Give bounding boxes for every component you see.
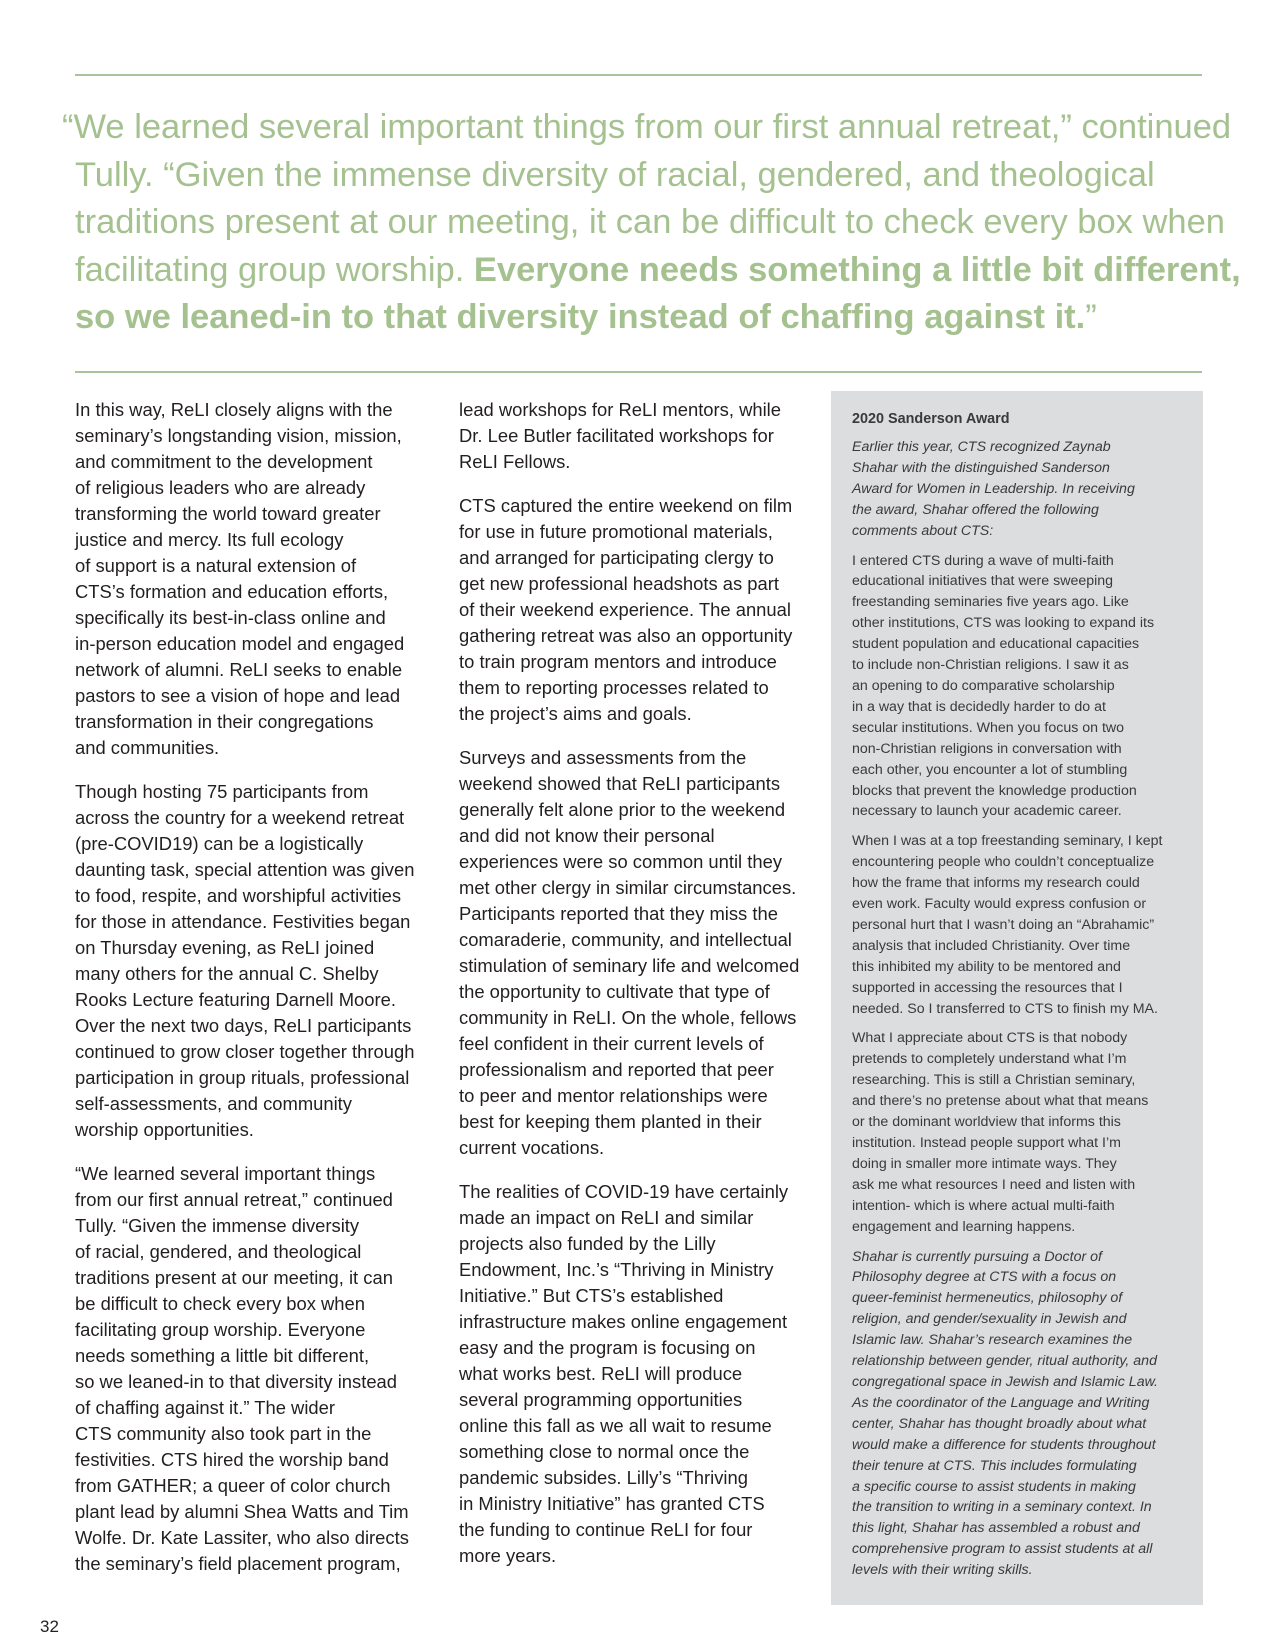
text-line: student population and educational capacities [852, 636, 1140, 653]
sidebar-title: 2020 Sanderson Award [852, 411, 1010, 427]
text-line: so we leaned-in to that diversity instead [75, 1371, 398, 1392]
pull-quote-emphasis: Everyone needs something a little bit different, [473, 250, 1241, 289]
text-line: supported in accessing the resources that I [852, 979, 1123, 996]
text-line: or the dominant worldview that informs this [852, 1114, 1121, 1131]
text-line: their tenure at CTS. This includes formulating [852, 1457, 1137, 1474]
text-line: and arranged for participating clergy to [459, 547, 774, 568]
body-paragraph [75, 779, 435, 1143]
text-line: the seminary’s field placement program, [75, 1553, 401, 1574]
text-line: easy and the program is focusing on [459, 1337, 756, 1358]
text-line: infrastructure makes online engagement [459, 1311, 788, 1332]
text-line: doing in smaller more intimate ways. They [852, 1155, 1117, 1172]
sidebar-paragraph [852, 437, 1183, 542]
text-line: When I was at a top freestanding seminary, I kept [852, 833, 1163, 850]
text-line: Dr. Lee Butler facilitated workshops for [459, 425, 774, 446]
text-line: Rooks Lecture featuring Darnell Moore. [75, 989, 396, 1010]
text-line: seminary’s longstanding vision, mission, [75, 425, 402, 446]
text-line: network of alumni. ReLI seeks to enable [75, 659, 403, 680]
text-line: community in ReLI. On the whole, fellows [459, 1007, 797, 1028]
text-line: blocks that prevent the knowledge production [852, 782, 1137, 799]
text-line: of support is a natural extension of [75, 555, 357, 576]
sidebar-paragraph [852, 1028, 1183, 1237]
text-line: what works best. ReLI will produce [459, 1363, 743, 1384]
body-paragraph [75, 1161, 435, 1577]
text-line: festivities. CTS hired the worship band [75, 1449, 389, 1470]
pull-quote-line: “We learned several important things from our first annual retreat,” continued [62, 108, 1232, 146]
text-line: congregational space in Jewish and Islamic Law. [852, 1373, 1158, 1390]
body-paragraph [459, 397, 819, 475]
text-line: and there’s no pretense about what that means [852, 1093, 1149, 1110]
sidebar-paragraph [852, 1247, 1183, 1582]
text-line: Endowment, Inc.’s “Thriving in Ministry [459, 1259, 774, 1280]
text-line: weekend showed that ReLI participants [459, 773, 781, 794]
text-line: and communities. [75, 737, 220, 758]
pull-quote [62, 104, 1241, 342]
text-line: daunting task, special attention was given [75, 859, 415, 880]
text-line: institution. Instead people support what I’m [852, 1135, 1121, 1151]
text-line: CTS’s formation and education efforts, [75, 581, 389, 602]
text-line: religion, and gender/sexuality in Jewish and [852, 1311, 1127, 1328]
body-column-2 [459, 397, 819, 1587]
text-line: in a way that is decidedly harder to do at [852, 698, 1106, 715]
text-line: for use in future promotional materials, [459, 521, 773, 542]
pull-quote-line: traditions present at our meeting, it can be difficult to check every box when [75, 203, 1225, 241]
text-line: ReLI Fellows. [459, 451, 571, 472]
text-line: from GATHER; a queer of color church [75, 1475, 391, 1496]
pull-quote-line: Tully. “Given the immense diversity of racial, gendered, and theological [75, 155, 1155, 194]
text-line: the award, Shahar offered the following [852, 501, 1099, 518]
text-line: the opportunity to cultivate that type of [459, 981, 770, 1002]
text-line: something close to normal once the [459, 1441, 750, 1462]
text-line: non-Christian religions in conversation with [852, 740, 1122, 757]
text-line: more years. [459, 1545, 557, 1566]
text-line: comprehensive program to assist students at all [852, 1541, 1153, 1558]
text-line: In this way, ReLI closely aligns with the [75, 399, 393, 420]
text-line: online this fall as we all wait to resume [459, 1415, 772, 1436]
sidebar-body [852, 437, 1183, 1581]
text-line: needed. So I transferred to CTS to finish my MA. [852, 1000, 1158, 1017]
sidebar-paragraph [852, 831, 1183, 1019]
text-line: from our first annual retreat,” continued [75, 1189, 393, 1210]
text-line: several programming opportunities [459, 1389, 743, 1410]
pull-quote-text: facilitating group worship. [75, 250, 474, 289]
text-line: Award for Women in Leadership. In receiving [852, 480, 1135, 497]
text-line: current vocations. [459, 1137, 605, 1158]
text-line: relationship between gender, ritual authority, and [852, 1353, 1157, 1370]
text-line: continued to grow closer together through [75, 1041, 415, 1062]
text-line: the funding to continue ReLI for four [459, 1519, 753, 1540]
text-line: in Ministry Initiative” has granted CTS [459, 1493, 765, 1514]
text-line: best for keeping them planted in their [459, 1111, 762, 1132]
text-line: to include non-Christian religions. I saw it as [852, 657, 1129, 674]
text-line: lead workshops for ReLI mentors, while [459, 399, 781, 420]
body-paragraph [459, 1179, 819, 1569]
text-line: this inhibited my ability to be mentored and [852, 958, 1121, 975]
sanderson-award-sidebar [831, 391, 1203, 1605]
body-paragraph [459, 745, 819, 1161]
text-line: specifically its best-in-class online and [75, 607, 386, 628]
pull-quote-bottom-rule [75, 371, 1202, 373]
text-line: stimulation of seminary life and welcomed [459, 955, 800, 976]
text-line: feel confident in their current levels of [459, 1033, 764, 1054]
text-line: traditions present at our meeting, it can [75, 1267, 393, 1288]
body-column-1 [75, 397, 435, 1595]
text-line: an opening to do comparative scholarship [852, 677, 1115, 694]
sidebar-paragraph [852, 551, 1183, 823]
text-line: educational initiatives that were sweeping [852, 573, 1114, 590]
text-line: encountering people who couldn’t conceptualize [852, 854, 1155, 871]
text-line: get new professional headshots as part [459, 573, 779, 594]
text-line: Earlier this year, CTS recognized Zaynab [852, 439, 1111, 455]
text-line: made an impact on ReLI and similar [459, 1207, 754, 1228]
text-line: (pre-COVID19) can be a logistically [75, 833, 364, 854]
text-line: CTS captured the entire weekend on film [459, 495, 793, 516]
pull-quote-top-rule [75, 74, 1202, 76]
text-line: intention- which is where actual multi-faith [852, 1197, 1115, 1214]
text-line: researching. This is still a Christian seminary, [852, 1072, 1136, 1089]
text-line: comments about CTS: [852, 522, 994, 539]
pull-quote-line [62, 294, 1212, 342]
text-line: worship opportunities. [75, 1119, 254, 1140]
text-line: What I appreciate about CTS is that nobody [852, 1030, 1128, 1047]
text-line: across the country for a weekend retreat [75, 807, 405, 828]
text-line: how the frame that informs my research could [852, 875, 1140, 892]
text-line: Wolfe. Dr. Kate Lassiter, who also directs [75, 1527, 409, 1548]
text-line: the transition to writing in a seminary context. In [852, 1499, 1152, 1516]
text-line: plant lead by alumni Shea Watts and Tim [75, 1501, 409, 1522]
text-line: Initiative.” But CTS’s established [459, 1285, 724, 1306]
text-line: gathering retreat was also an opportunity [459, 625, 793, 646]
text-line: Shahar with the distinguished Sanderson [852, 459, 1110, 476]
text-line: Shahar is currently pursuing a Doctor of [852, 1248, 1102, 1265]
text-line: Over the next two days, ReLI participants [75, 1015, 412, 1036]
text-line: be difficult to check every box when [75, 1293, 365, 1314]
pull-quote-emphasis: so we leaned-in to that diversity instead of chaffing against it. [75, 298, 1086, 336]
text-line: and did not know their personal [459, 825, 715, 846]
text-line: them to reporting processes related to [459, 677, 769, 698]
text-line: of chaffing against it.” The wider [75, 1397, 336, 1418]
text-line: professionalism and reported that peer [459, 1059, 774, 1080]
pull-quote-line [62, 247, 1241, 295]
text-line: Philosophy degree at CTS with a focus on [852, 1269, 1117, 1286]
text-line: center, Shahar has thought broadly about what [852, 1415, 1147, 1432]
text-line: “We learned several important things [75, 1163, 376, 1184]
text-line: many others for the annual C. Shelby [75, 963, 379, 984]
text-line: Surveys and assessments from the [459, 747, 747, 768]
text-line: other institutions, CTS was looking to expand its [852, 615, 1155, 632]
text-line: in-person education model and engaged [75, 633, 405, 654]
text-line: needs something a little bit different, [75, 1345, 370, 1366]
text-line: of their weekend experience. The annual [459, 599, 791, 620]
text-line: a specific course to assist students in making [852, 1478, 1136, 1495]
text-line: Though hosting 75 participants from [75, 781, 369, 802]
text-line: secular institutions. When you focus on two [852, 719, 1125, 736]
text-line: generally felt alone prior to the weekend [459, 799, 786, 820]
text-line: the project’s aims and goals. [459, 703, 692, 724]
text-line: even work. Faculty would express confusion or [852, 896, 1147, 913]
text-line: participation in group rituals, professional [75, 1067, 410, 1088]
text-line: self-assessments, and community [75, 1093, 352, 1114]
text-line: analysis that included Christianity. Over time [852, 937, 1131, 954]
text-line: facilitating group worship. Everyone [75, 1319, 366, 1340]
text-line: for those in attendance. Festivities began [75, 911, 411, 932]
text-line: pastors to see a vision of hope and lead [75, 685, 401, 706]
text-line: ask me what resources I need and listen with [852, 1176, 1136, 1193]
text-line: comaraderie, community, and intellectual [459, 929, 792, 950]
text-line: of racial, gendered, and theological [75, 1241, 362, 1262]
text-line: of religious leaders who are already [75, 477, 366, 498]
text-line: Participants reported that they miss the [459, 903, 778, 924]
text-line: Tully. “Given the immense diversity [75, 1215, 360, 1236]
text-line: and commitment to the development [75, 451, 373, 472]
text-line: necessary to launch your academic career. [852, 803, 1122, 820]
text-line: would make a difference for students throughout [852, 1436, 1156, 1453]
text-line: to food, respite, and worshipful activities [75, 885, 402, 906]
text-line: freestanding seminaries five years ago. Like [852, 594, 1129, 611]
text-line: I entered CTS during a wave of multi-faith [852, 552, 1114, 569]
text-line: to peer and mentor relationships were [459, 1085, 768, 1106]
text-line: engagement and learning happens. [852, 1218, 1076, 1235]
text-line: this light, Shahar has assembled a robust and [852, 1520, 1140, 1537]
pull-quote-text: ” [1085, 298, 1097, 336]
text-line: experiences were so common until they [459, 851, 783, 872]
text-line: each other, you encounter a lot of stumbling [852, 761, 1128, 778]
text-line: levels with their writing skills. [852, 1562, 1033, 1579]
text-line: met other clergy in similar circumstances. [459, 877, 797, 898]
text-line: pretends to completely understand what I’m [852, 1051, 1127, 1068]
page-number: 32 [40, 1617, 59, 1636]
text-line: CTS community also took part in the [75, 1423, 372, 1444]
text-line: personal hurt that I wasn’t doing an “Abrahamic” [852, 916, 1155, 933]
text-line: As the coordinator of the Language and Writing [852, 1394, 1150, 1411]
text-line: The realities of COVID-19 have certainly [459, 1181, 789, 1202]
text-line: transformation in their congregations [75, 711, 374, 732]
text-line: Islamic law. Shahar’s research examines the [852, 1332, 1133, 1349]
text-line: justice and mercy. Its full ecology [75, 529, 344, 550]
text-line: transforming the world toward greater [75, 503, 381, 524]
text-line: pandemic subsides. Lilly’s “Thriving [459, 1467, 748, 1488]
text-line: queer-feminist hermeneutics, philosophy of [852, 1290, 1123, 1307]
body-paragraph [459, 493, 819, 727]
text-line: on Thursday evening, as ReLI joined [75, 937, 375, 958]
text-line: projects also funded by the Lilly [459, 1233, 716, 1254]
body-paragraph [75, 397, 435, 761]
text-line: to train program mentors and introduce [459, 651, 777, 672]
